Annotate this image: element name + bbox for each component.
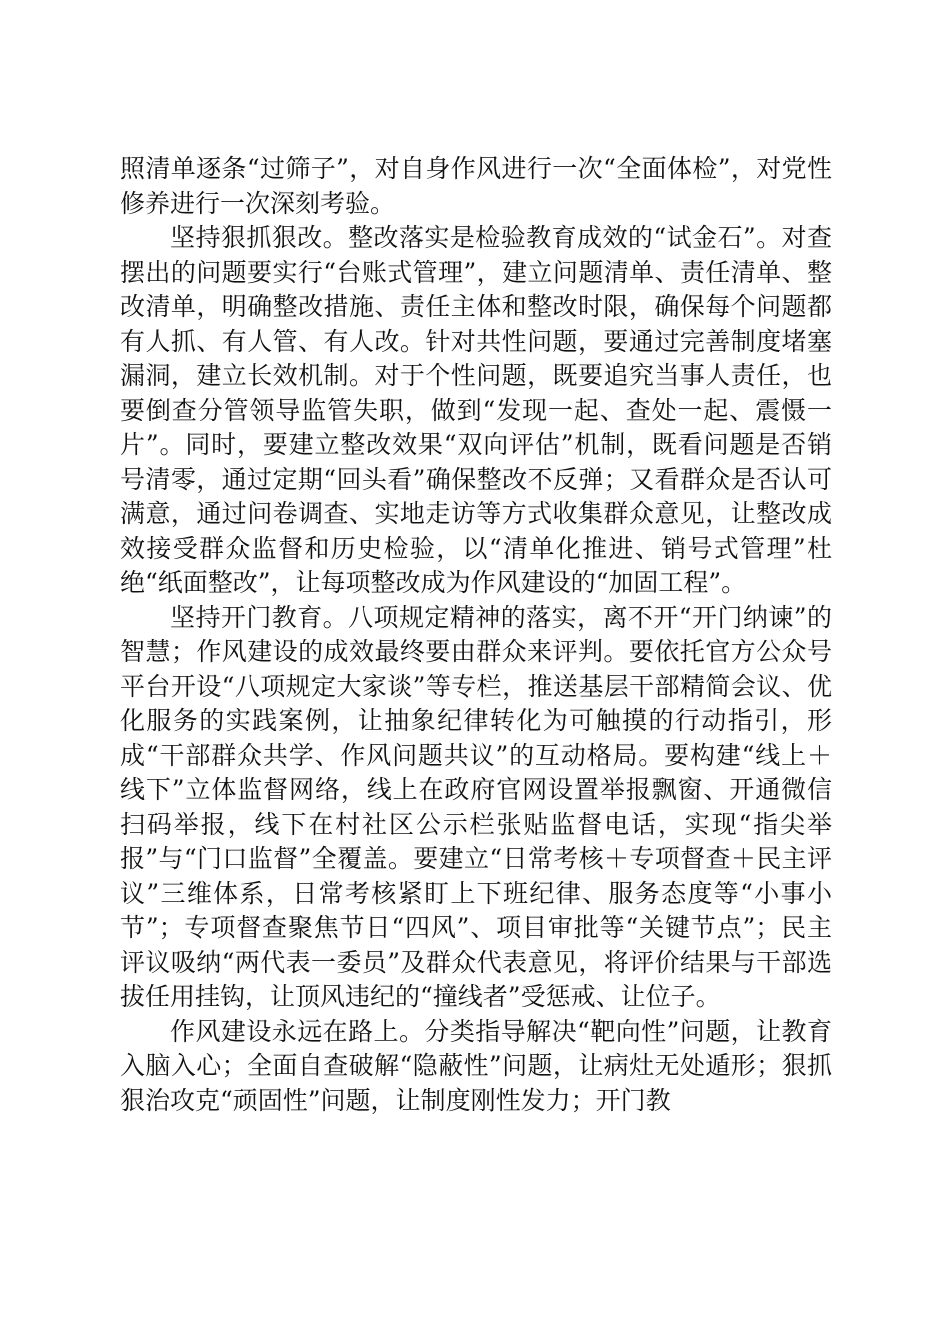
paragraph-conclusion: 作风建设永远在路上。分类指导解决“靶向性”问题，让教育入脑入心；全面自查破解“隐蔽性”问题，让病灶无处遁形；狠抓狠治攻克“顽固性”问题，让制度刚性发力；开门教 bbox=[120, 1016, 832, 1115]
paragraph-continuation: 照清单逐条“过筛子”，对自身作风进行一次“全面体检”，对党性修养进行一次深刻考验。 bbox=[120, 154, 832, 218]
paragraph-open-education: 坚持开门教育。八项规定精神的落实，离不开“开门纳谏”的智慧；作风建设的成效最终要由群众来评判。要依托官方公众号平台开设“八项规定大家谈”等专栏，推送基层干部精简会议、优化服务的实践案例，让抽象纪律转化为可触摸的行动指引，形成“干部群众共学、作风问题共议”的互动格局。要构建“线上＋线下”立体监督网络，线上在政府官网设置举报飘窗、开通微信扫码举报，线下在村社区公示栏张贴监督电话，实现“指尖举报”与“门口监督”全覆盖。要建立“日常考核＋专项督查＋民主评议”三维体系，日常考核紧盯上下班纪律、服务态度等“小事小节”；专项督查聚焦节日“四风”、项目审批等“关键节点”；民主评议吸纳“两代表一委员”及群众代表意见，将评价结果与干部选拔任用挂钩，让顶风违纪的“撞线者”受惩戒、让位子。 bbox=[120, 602, 832, 1011]
document-body bbox=[120, 152, 832, 1118]
paragraph-rectification: 坚持狠抓狠改。整改落实是检验教育成效的“试金石”。对查摆出的问题要实行“台账式管理”，建立问题清单、责任清单、整改清单，明确整改措施、责任主体和整改时限，确保每个问题都有人抓、有人管、有人改。针对共性问题，要通过完善制度堵塞漏洞，建立长效机制。对于个性问题，既要追究当事人责任，也要倒查分管领导监管失职，做到“发现一起、查处一起、震慑一片”。同时，要建立整改效果“双向评估”机制，既看问题是否销号清零，通过定期“回头看”确保整改不反弹；又看群众是否认可满意，通过问卷调查、实地走访等方式收集群众意见，让整改成效接受群众监督和历史检验，以“清单化推进、销号式管理”杜绝“纸面整改”，让每项整改成为作风建设的“加固工程”。 bbox=[120, 223, 832, 597]
